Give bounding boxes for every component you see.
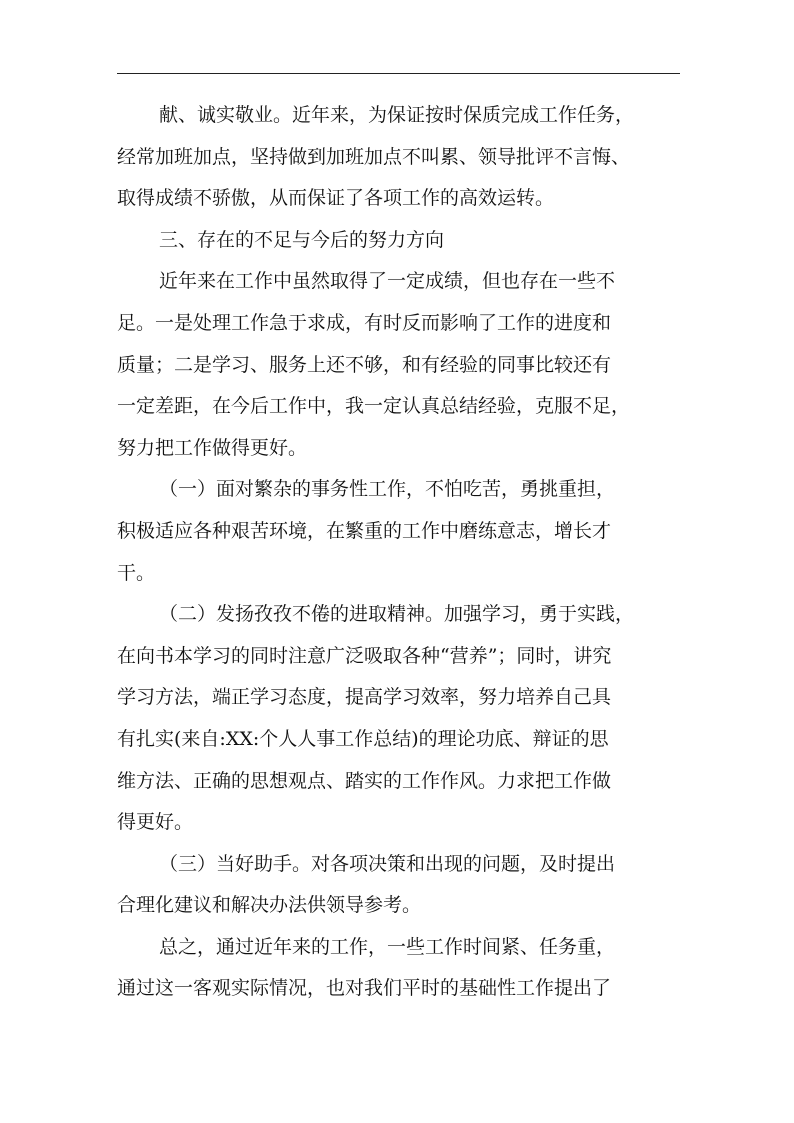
paragraph-line: 经常加班加点，坚持做到加班加点不叫累、领导批评不言悔、 [117, 145, 631, 168]
document-body [117, 95, 687, 1010]
list-item-line: 有扎实(来自:XX:个人人事工作总结)的理论功底、辩证的思 [117, 727, 609, 750]
list-item-line: 学习方法，端正学习态度，提高学习效率，努力培养自己具 [117, 686, 612, 709]
paragraph-line: 取得成绩不骄傲，从而保证了各项工作的高效运转。 [117, 187, 555, 210]
list-item-line: 合理化建议和解决办法供领导参考。 [117, 894, 422, 917]
section-heading: 三、存在的不足与今后的努力方向 [159, 228, 445, 251]
paragraph-line: 一定差距，在今后工作中，我一定认真总结经验，克服不足， [117, 395, 631, 418]
paragraph-line: 献、诚实敬业。近年来，为保证按时保质完成工作任务， [159, 104, 635, 126]
paragraph-line: 总之，通过近年来的工作，一些工作时间紧、任务重， [159, 935, 616, 958]
list-item-line: 干。 [117, 561, 156, 584]
list-item-line: 在向书本学习的同时注意广泛吸取各种“营养”；同时，讲究 [117, 644, 612, 667]
paragraph-line: 质量；二是学习、服务上还不够，和有经验的同事比较还有 [117, 353, 612, 376]
paragraph-line: 努力把工作做得更好。 [117, 436, 308, 459]
paragraph-line: 近年来在工作中虽然取得了一定成绩，但也存在一些不 [159, 270, 616, 293]
list-item-line: （二）发扬孜孜不倦的进取精神。加强学习，勇于实践， [159, 603, 635, 626]
list-item-line: 维方法、正确的思想观点、踏实的工作作风。力求把工作做 [117, 769, 612, 792]
paragraph-line: 通过这一客观实际情况，也对我们平时的基础性工作提出了 [117, 977, 612, 1000]
list-item-line: （一）面对繁杂的事务性工作，不怕吃苦，勇挑重担， [159, 478, 616, 501]
list-item-line: （三）当好助手。对各项决策和出现的问题，及时提出 [159, 852, 616, 875]
paragraph-line: 足。一是处理工作急于求成，有时反而影响了工作的进度和 [117, 311, 612, 334]
list-item-line: 得更好。 [117, 811, 194, 834]
header-rule [117, 73, 680, 74]
list-item-line: 积极适应各种艰苦环境，在繁重的工作中磨练意志，增长才 [117, 519, 612, 542]
